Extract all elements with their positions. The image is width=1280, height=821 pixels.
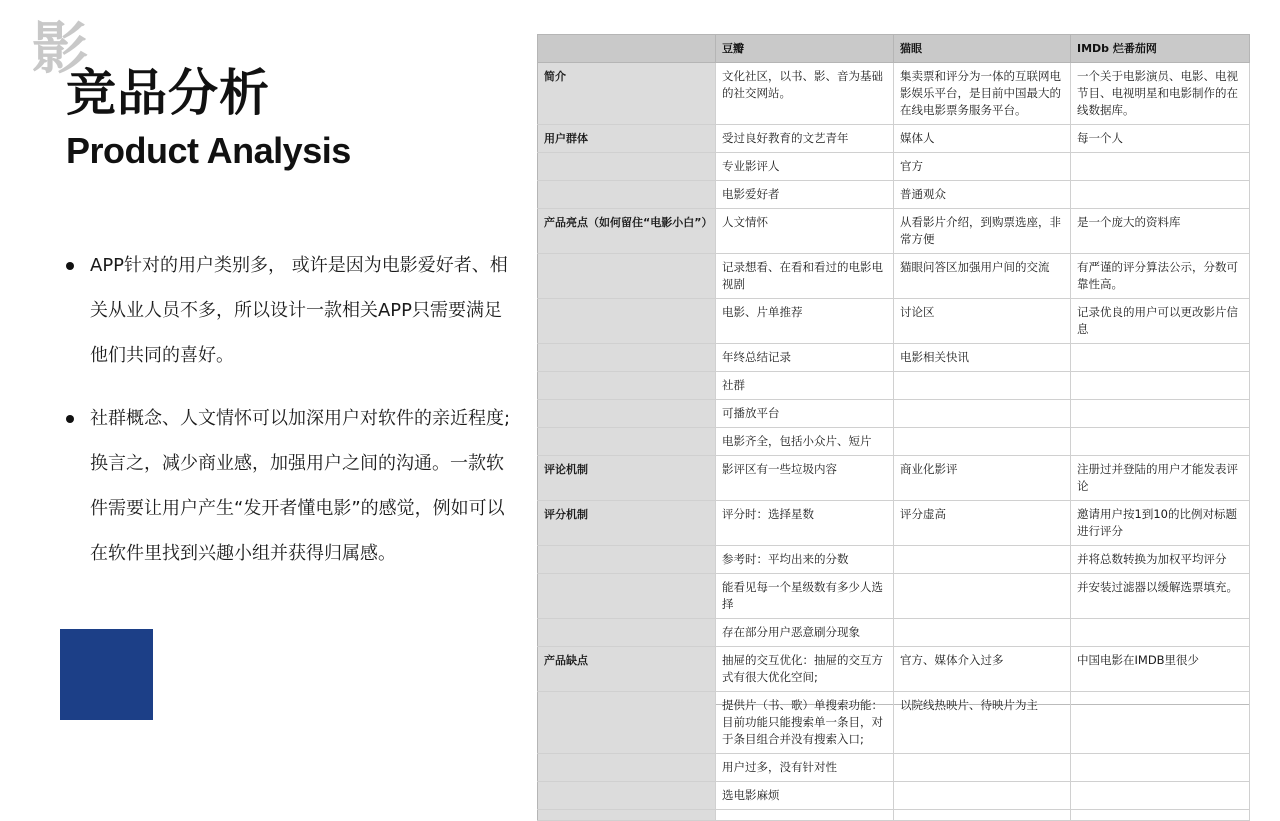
table-cell: 年终总结记录 <box>716 344 894 372</box>
row-category-cell <box>538 782 716 810</box>
row-category-cell <box>538 574 716 619</box>
table-cell <box>716 810 894 821</box>
table-cell <box>894 400 1071 428</box>
table-cell <box>1071 692 1250 754</box>
row-category-cell <box>538 546 716 574</box>
table-cell: 猫眼问答区加强用户间的交流 <box>894 254 1071 299</box>
table-row <box>538 299 1250 344</box>
table-cell: 电影、片单推荐 <box>716 299 894 344</box>
table-cell <box>894 754 1071 782</box>
table-row <box>538 754 1250 782</box>
table-cell: 评分虚高 <box>894 501 1071 546</box>
table-cell: 专业影评人 <box>716 153 894 181</box>
row-category-cell <box>538 400 716 428</box>
table-row <box>538 619 1250 647</box>
table-row <box>538 153 1250 181</box>
table-cell: 并将总数转换为加权平均评分 <box>1071 546 1250 574</box>
row-category-cell <box>538 254 716 299</box>
table-cell: 媒体人 <box>894 125 1071 153</box>
table-cell <box>1071 372 1250 400</box>
bullet-item <box>66 396 516 576</box>
table-row <box>538 501 1250 546</box>
table-cell <box>1071 181 1250 209</box>
table-row <box>538 63 1250 125</box>
row-category-cell: 评分机制 <box>538 501 716 546</box>
table-row <box>538 209 1250 254</box>
table-row <box>538 372 1250 400</box>
table-cell: 选电影麻烦 <box>716 782 894 810</box>
row-category-cell: 产品缺点 <box>538 647 716 692</box>
table-header-row <box>538 35 1250 63</box>
watermark-glyph: 影 <box>32 17 88 82</box>
row-category-cell <box>538 372 716 400</box>
table-row <box>538 428 1250 456</box>
bullet-text: APP针对的用户类别多， 或许是因为电影爱好者、相关从业人员不多，所以设计一款相关APP只需要满足他们共同的喜好。 <box>90 255 508 366</box>
row-category-cell <box>538 299 716 344</box>
table-cell: 以院线热映片、待映片为主 <box>894 692 1071 754</box>
table-cell <box>1071 782 1250 810</box>
table-cell: 普通观众 <box>894 181 1071 209</box>
table-cell: 文化社区，以书、影、音为基础的社交网站。 <box>716 63 894 125</box>
row-category-cell <box>538 428 716 456</box>
table-cell: 能看见每一个星级数有多少人选择 <box>716 574 894 619</box>
table-cell: 电影爱好者 <box>716 181 894 209</box>
table-row <box>538 125 1250 153</box>
table-cell <box>1071 619 1250 647</box>
row-category-cell: 评论机制 <box>538 456 716 501</box>
table-cell <box>894 619 1071 647</box>
bullet-dot-icon <box>66 415 74 423</box>
table-cell <box>894 574 1071 619</box>
table-cell <box>1071 428 1250 456</box>
table-cell: 提供片（书、歌）单搜索功能：目前功能只能搜索单一条目，对于条目组合并没有搜索入口; <box>716 692 894 754</box>
table-cell: 存在部分用户恶意刷分现象 <box>716 619 894 647</box>
table-cell: 记录想看、在看和看过的电影电视剧 <box>716 254 894 299</box>
table-cell <box>1071 344 1250 372</box>
table-cell: 中国电影在IMDB里很少 <box>1071 647 1250 692</box>
table-cell: 并安装过滤器以缓解选票填充。 <box>1071 574 1250 619</box>
table-cell: 记录优良的用户可以更改影片信息 <box>1071 299 1250 344</box>
row-category-cell <box>538 619 716 647</box>
row-category-cell <box>538 754 716 782</box>
row-category-cell <box>538 153 716 181</box>
accent-block <box>60 629 153 720</box>
table-cell <box>1071 400 1250 428</box>
table-cell: 官方 <box>894 153 1071 181</box>
table-cell <box>894 428 1071 456</box>
table-cell <box>894 546 1071 574</box>
page-subtitle: Product Analysis <box>66 130 351 171</box>
table-cell: 参考时：平均出来的分数 <box>716 546 894 574</box>
table-cell: 注册过并登陆的用户才能发表评论 <box>1071 456 1250 501</box>
row-category-cell: 简介 <box>538 63 716 125</box>
table-row <box>538 692 1250 754</box>
table-row <box>538 400 1250 428</box>
comparison-table <box>537 34 1249 802</box>
table-cell: 讨论区 <box>894 299 1071 344</box>
row-category-cell <box>538 692 716 754</box>
row-category-cell <box>538 810 716 821</box>
table-cell: 评分时：选择星数 <box>716 501 894 546</box>
table-cell: 电影相关快讯 <box>894 344 1071 372</box>
table-cell <box>1071 810 1250 821</box>
table-cell: 社群 <box>716 372 894 400</box>
table-cell <box>894 810 1071 821</box>
row-category-cell <box>538 181 716 209</box>
table-cell <box>894 372 1071 400</box>
header-cell: 豆瓣 <box>716 35 894 63</box>
bullet-text: 社群概念、人文情怀可以加深用户对软件的亲近程度;换言之，减少商业感，加强用户之间的沟通。一款软件需要让用户产生“发开者懂电影”的感觉，例如可以在软件里找到兴趣小组并获得归属感。 <box>90 408 511 564</box>
table-cell: 从看影片介绍，到购票选座，非常方便 <box>894 209 1071 254</box>
table-row <box>538 181 1250 209</box>
table-row <box>538 647 1250 692</box>
table-cell: 一个关于电影演员、电影、电视节目、电视明星和电影制作的在线数据库。 <box>1071 63 1250 125</box>
table-cell: 官方、媒体介入过多 <box>894 647 1071 692</box>
table-cell: 电影齐全，包括小众片、短片 <box>716 428 894 456</box>
table-row <box>538 546 1250 574</box>
table-cell: 每一个人 <box>1071 125 1250 153</box>
header-cell: 猫眼 <box>894 35 1071 63</box>
row-category-cell <box>538 344 716 372</box>
table-cell: 影评区有一些垃圾内容 <box>716 456 894 501</box>
table-cell: 用户过多，没有针对性 <box>716 754 894 782</box>
table-row <box>538 254 1250 299</box>
bullet-list <box>66 243 516 594</box>
table-cell: 有严谨的评分算法公示，分数可靠性高。 <box>1071 254 1250 299</box>
table-cell: 是一个庞大的资料库 <box>1071 209 1250 254</box>
table-row <box>538 782 1250 810</box>
table-cell: 抽屉的交互优化：抽屉的交互方式有很大优化空间; <box>716 647 894 692</box>
table-row <box>538 810 1250 821</box>
table-cell: 可播放平台 <box>716 400 894 428</box>
row-category-cell: 用户群体 <box>538 125 716 153</box>
table-cell: 集卖票和评分为一体的互联网电影娱乐平台，是目前中国最大的在线电影票务服务平台。 <box>894 63 1071 125</box>
table-cell <box>894 782 1071 810</box>
header-cell <box>538 35 716 63</box>
table-cell: 受过良好教育的文艺青年 <box>716 125 894 153</box>
header-cell: IMDb 烂番茄网 <box>1071 35 1250 63</box>
table-body <box>538 63 1250 821</box>
table-cell: 商业化影评 <box>894 456 1071 501</box>
bullet-item <box>66 243 516 378</box>
table-row <box>538 574 1250 619</box>
table-cell <box>1071 153 1250 181</box>
table-cell: 邀请用户按1到10的比例对标题进行评分 <box>1071 501 1250 546</box>
table-cell: 人文情怀 <box>716 209 894 254</box>
bullet-dot-icon <box>66 262 74 270</box>
row-category-cell: 产品亮点（如何留住“电影小白”） <box>538 209 716 254</box>
table-cell <box>1071 754 1250 782</box>
page-title: 竞品分析 <box>66 64 270 122</box>
table-row <box>538 456 1250 501</box>
table-row <box>538 344 1250 372</box>
